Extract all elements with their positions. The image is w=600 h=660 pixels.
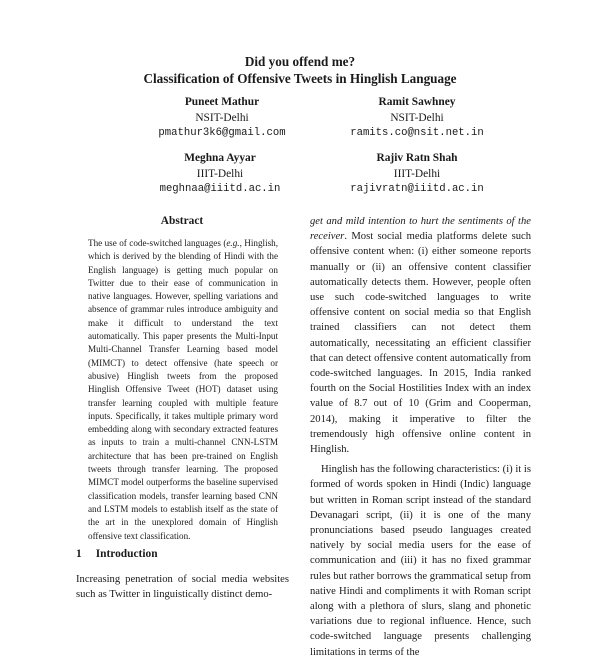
section-number: 1: [76, 548, 82, 560]
section-title: Introduction: [95, 548, 158, 560]
author-block: [297, 151, 537, 198]
abstract-text-part: The use of code-switched languages (: [88, 238, 227, 248]
column2-paragraph-2: Hinglish has the following characteristics: (i) it is formed of words spoken in Hindi (Indic) language but written in Roman script instead of the standard Devanagari script, (ii) it is one of the many pronunciations based pseudo languages created natively by social media users for the ease of communication and (iii) it has no fixed grammar rules but rather borrows the grammatical setup from native Hindi and compliments it with Roman script along with a plethora of slurs, slang and phonetic variations due to regional influence. Hence, such code-switched language presents challenging limitations in terms of the: [310, 464, 531, 658]
section-heading-introduction: [76, 548, 158, 560]
author-email[interactable]: meghnaa@iiitd.ac.in: [159, 183, 281, 195]
author-affiliation: NSIT-Delhi: [390, 111, 444, 124]
title-line-2: Classification of Offensive Tweets in Hinglish Language: [143, 71, 457, 86]
author-affiliation: NSIT-Delhi: [195, 111, 249, 124]
title-line-1: Did you offend me?: [244, 54, 356, 69]
author-email[interactable]: rajivratn@iiitd.ac.in: [350, 183, 484, 195]
paper-title: [0, 53, 600, 87]
author-email[interactable]: pmathur3k6@gmail.com: [158, 127, 286, 139]
column2-italic-text: get and mild intention to hurt the sentiments of the receiver: [310, 216, 531, 243]
abstract-text: [88, 237, 278, 543]
abstract-heading: Abstract: [160, 215, 204, 227]
author-affiliation: IIIT-Delhi: [393, 167, 441, 180]
author-name: Meghna Ayyar: [184, 152, 256, 164]
column2-paragraph-1: [310, 214, 531, 457]
right-column: [310, 214, 531, 660]
author-block: [297, 95, 537, 142]
author-name: Ramit Sawhney: [378, 96, 456, 108]
column2-text: . Most social media platforms delete such offensive content when: (i) either someone reports manually or (ii) an offensive content classifier automatically detects them. However, people often use such code-switched languages to write offensive content on social media so that English trained classifiers can not detect them automatically, necessitating an efficient classifier that can detect offensive content automatically from code-switched languages. In 2015, India ranked fourth on the Social Hostilities Index with an index value of 8.7 out of 10 (Grim and Cooperman, 2014), making it imperative to filter the tremendously high offensive online content in Hinglish.: [310, 231, 531, 456]
author-affiliation: IIIT-Delhi: [196, 167, 244, 180]
author-name: Rajiv Ratn Shah: [376, 152, 458, 164]
author-name: Puneet Mathur: [184, 96, 260, 108]
abstract-eg: e.g.: [226, 238, 240, 248]
author-email[interactable]: ramits.co@nsit.net.in: [350, 127, 484, 139]
abstract-text-part: , Hinglish, which is derived by the blending of Hindi with the English language) is getting much popular on Twitter due to their ease of communication in native languages. However, spelling variations and absence of grammar rules introduce ambiguity and make it difficult to understand the text automatically. This paper presents the Multi-Input Multi-Channel Transfer Learning based model (MIMCT) to detect offensive (hate speech or abusive) Hinglish tweets from the proposed Hinglish Offensive Tweet (HOT) dataset using transfer learning coupled with multiple feature inputs. Specifically, it takes multiple primary word embedding along with secondary extracted features as inputs to train a multi-channel CNN-LSTM architecture that has been pre-trained on English tweets through transfer learning. The proposed MIMCT model outperforms the baseline supervised classification models, transfer learning based CNN and LSTM models to establish itself as the state of the art in the unexplored domain of Hinglish offensive text classification.: [88, 238, 278, 541]
introduction-text: Increasing penetration of social media websites such as Twitter in linguistically distinct demo-: [76, 574, 289, 601]
